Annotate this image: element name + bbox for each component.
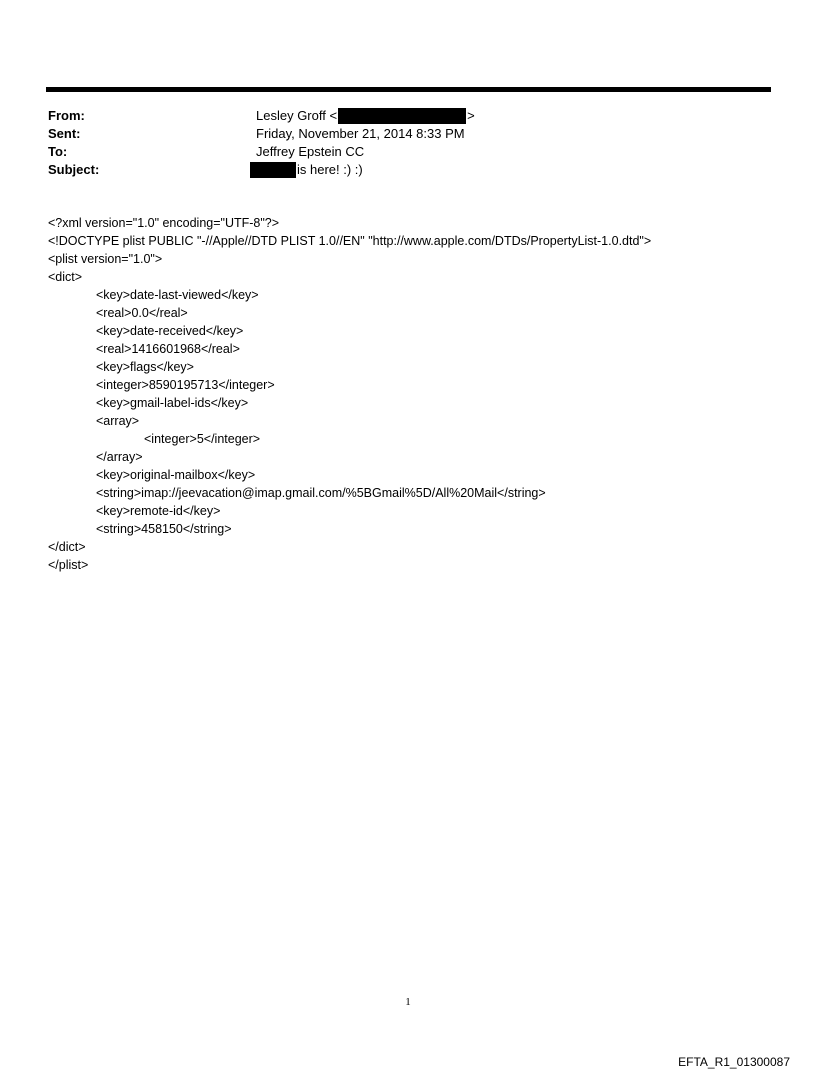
sent-value: Friday, November 21, 2014 8:33 PM — [256, 126, 465, 141]
redaction-block — [250, 162, 296, 178]
body-line: </array> — [96, 450, 143, 464]
body-line: <key>gmail-label-ids</key> — [96, 396, 249, 410]
body-line: <!DOCTYPE plist PUBLIC "-//Apple//DTD PLIST 1.0//EN" "http://www.apple.com/DTDs/PropertyList-1.0.dtd"> — [48, 234, 652, 248]
body-line: <array> — [96, 414, 140, 428]
body-line: </plist> — [48, 558, 89, 572]
subject-row — [48, 161, 748, 179]
from-label: From: — [48, 108, 85, 123]
email-header — [48, 107, 748, 179]
body-line: <integer>8590195713</integer> — [96, 378, 275, 392]
body-line: <string>458150</string> — [96, 522, 232, 536]
body-line: <?xml version="1.0" encoding="UTF-8"?> — [48, 216, 280, 230]
body-line: <key>original-mailbox</key> — [96, 468, 256, 482]
subject-value — [256, 161, 363, 179]
body-line: <key>date-last-viewed</key> — [96, 288, 259, 302]
from-row — [48, 107, 748, 125]
from-close: > — [467, 108, 475, 123]
sent-row — [48, 125, 748, 143]
body-line: <plist version="1.0"> — [48, 252, 163, 266]
page-number: 1 — [405, 996, 411, 1008]
body-line: <string>imap://jeevacation@imap.gmail.com/%5BGmail%5D/All%20Mail</string> — [96, 486, 546, 500]
subject-text: is here! :) :) — [297, 162, 363, 177]
body-line: <integer>5</integer> — [144, 432, 261, 446]
to-label: To: — [48, 144, 68, 159]
email-body — [48, 214, 788, 574]
bates-number: EFTA_R1_01300087 — [678, 1055, 790, 1069]
from-name: Lesley Groff < — [256, 108, 338, 123]
body-line: <dict> — [48, 270, 83, 284]
redaction-block — [338, 108, 466, 124]
body-line: <real>0.0</real> — [96, 306, 188, 320]
to-value: Jeffrey Epstein CC — [256, 144, 365, 159]
subject-label: Subject: — [48, 162, 100, 177]
body-line: <key>date-received</key> — [96, 324, 244, 338]
to-row — [48, 143, 748, 161]
header-rule — [46, 87, 771, 92]
body-line: <real>1416601968</real> — [96, 342, 240, 356]
body-line: <key>remote-id</key> — [96, 504, 221, 518]
from-value — [256, 107, 475, 125]
body-line: <key>flags</key> — [96, 360, 194, 374]
body-line: </dict> — [48, 540, 86, 554]
sent-label: Sent: — [48, 126, 81, 141]
